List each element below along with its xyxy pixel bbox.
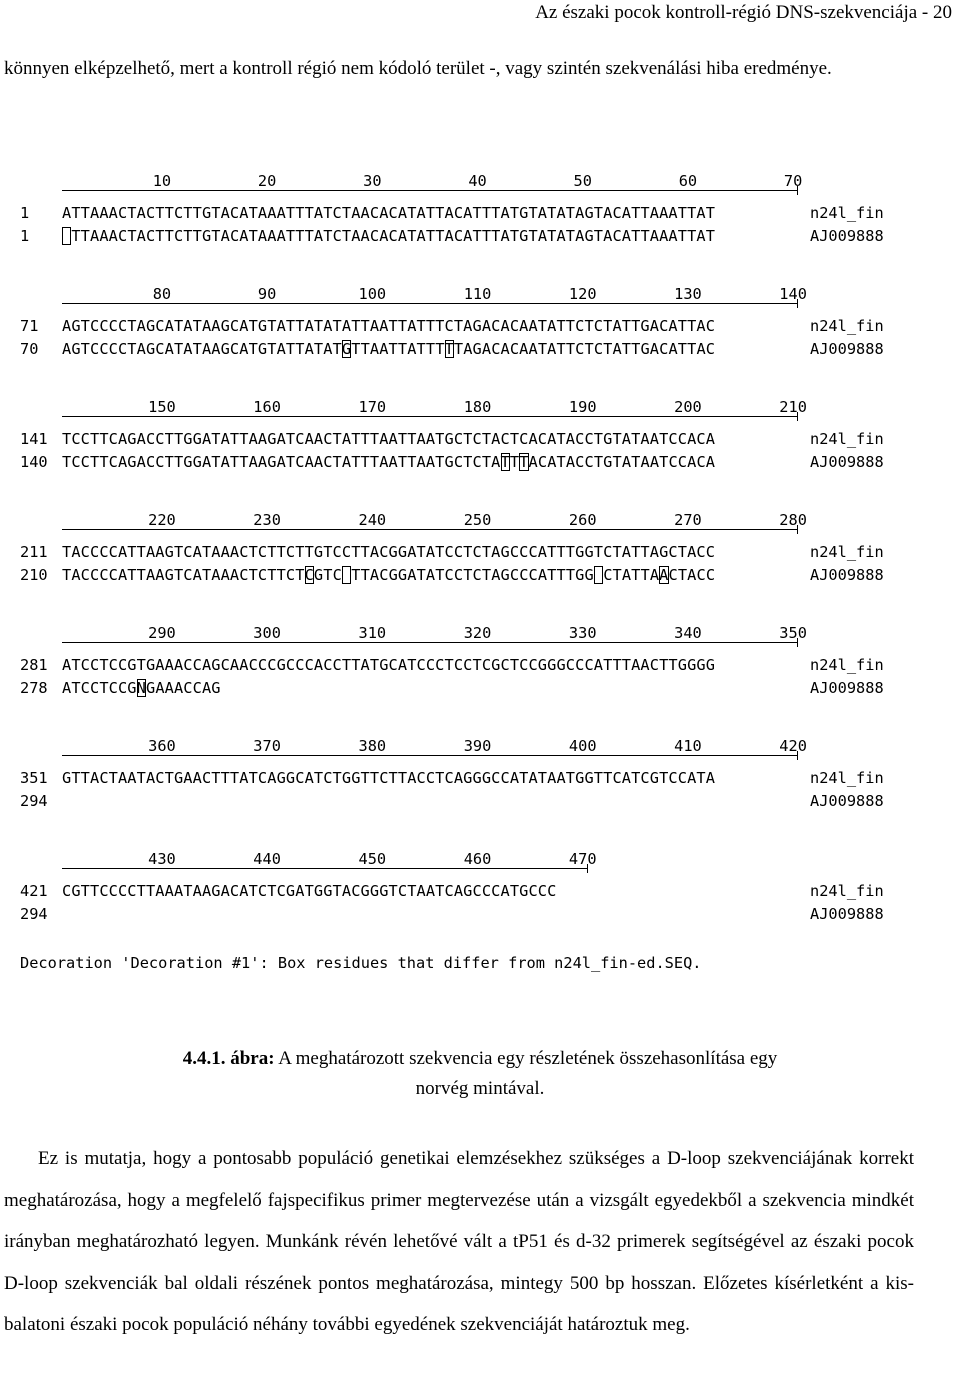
ruler-tick-label: 20	[257, 172, 277, 190]
ruler-tick-label: 30	[363, 172, 382, 190]
ruler-tick-label: 290	[148, 624, 176, 642]
sequence-text	[62, 340, 715, 358]
figure-caption-text-2: norvég mintával.	[415, 1078, 545, 1099]
ruler-tick-label: 380	[358, 737, 387, 755]
differing-residue-box	[342, 566, 351, 584]
differing-residue-box: T	[444, 340, 454, 358]
ruler-tick-label: 220	[148, 511, 176, 529]
sequence-position: 281	[20, 656, 48, 674]
position-ruler	[0, 281, 960, 311]
sequence-name: AJ009888	[810, 453, 884, 471]
sequence-text	[62, 769, 715, 787]
sequence-name: n24l_fin	[810, 204, 884, 222]
ruler-tick-label: 410	[674, 737, 702, 755]
sequence-position: 71	[20, 317, 39, 335]
sequence-text	[62, 543, 715, 561]
ruler-tick-label: 370	[253, 737, 281, 755]
sequence-segment: TTAATTATTT	[351, 340, 445, 358]
differing-residue-box: N	[136, 679, 146, 697]
decoration-legend: Decoration 'Decoration #1': Box residues that differ from n24l_fin-ed.SEQ.	[20, 954, 702, 972]
sequence-text	[62, 679, 221, 697]
ruler-tick-label: 60	[678, 172, 698, 190]
ruler-tick-label: 360	[148, 737, 176, 755]
sequence-position: 70	[20, 340, 39, 358]
ruler-line	[62, 190, 798, 191]
sequence-segment: ACATACCTGTATAATCCACA	[528, 453, 716, 471]
ruler-line	[62, 868, 588, 869]
sequence-segment: AGTCCCCTAGCATATAAGCATGTATTATAT	[62, 340, 342, 358]
sequence-segment: GAAACCAG	[145, 679, 221, 697]
ruler-tick-label: 50	[573, 172, 592, 190]
position-ruler	[0, 620, 960, 650]
sequence-segment: CGTTCCCCTTAAATAAGACATCTCGATGGTACGGGTCTAATCAGCCCATGCCC	[62, 882, 557, 900]
ruler-tick-label: 250	[463, 511, 492, 529]
sequence-name: AJ009888	[810, 227, 884, 245]
ruler-line	[62, 529, 798, 530]
ruler-tick-label: 150	[148, 398, 176, 416]
ruler-tick-label: 280	[779, 511, 807, 529]
sequence-position: 211	[20, 543, 48, 561]
figure-caption-label: 4.4.1. ábra:	[182, 1048, 275, 1069]
sequence-position: 294	[20, 905, 48, 923]
ruler-tick-label: 390	[463, 737, 492, 755]
sequence-segment: TTAAACTACTTCTTGTACATAAATTTATCTAACACATATTACATTTATGTATATAGTACATTAAATTAT	[71, 227, 716, 245]
sequence-text	[62, 430, 715, 448]
sequence-position: 1	[20, 204, 30, 222]
differing-residue-box: C	[304, 566, 314, 584]
sequence-name: AJ009888	[810, 905, 884, 923]
sequence-segment: CTATTA	[603, 566, 660, 584]
ruler-line	[62, 416, 798, 417]
sequence-segment: TAGACACAATATTCTCTATTGACATTAC	[453, 340, 716, 358]
position-ruler	[0, 507, 960, 537]
sequence-segment: TTACGGATATCCTCTAGCCCATTTGG	[351, 566, 594, 584]
position-ruler	[0, 168, 960, 198]
sequence-segment: TCCTTCAGACCTTGGATATTAAGATCAACTATTTAATTAATGCTCTA	[62, 453, 501, 471]
ruler-tick-label: 470	[568, 850, 597, 868]
sequence-name: n24l_fin	[810, 656, 884, 674]
alignment-block	[0, 846, 960, 959]
alignment-block	[0, 620, 960, 733]
ruler-tick-label: 210	[779, 398, 807, 416]
body-paragraph-text: Ez is mutatja, hogy a pontosabb populáció genetikai elemzésekhez szükséges a D-loop szekvenciájának korrekt meghatározása, hogy a megfelelő fajspecifikus primer megtervezése után a vizsgált egyedekből a szekvencia mindkét irányban meghatározható legyen. Munkánk révén lehetővé vált a tP51 és d-32 primerek segítségével az északi pocok D-loop szekvenciák bal oldali részének pontos meghatározása, mintegy 500 bp hosszan. Előzetes kísérletként a kis-balatoni északi pocok populáció néhány további egyedének szekvenciáját határoztuk meg.	[4, 1148, 914, 1335]
alignment-block	[0, 168, 960, 281]
ruler-tick-label: 80	[152, 285, 172, 303]
ruler-tick-label: 460	[463, 850, 492, 868]
ruler-tick-label: 420	[779, 737, 807, 755]
sequence-text	[62, 882, 556, 900]
ruler-tick-label: 350	[779, 624, 807, 642]
position-ruler	[0, 846, 960, 876]
ruler-tick-label: 170	[358, 398, 387, 416]
sequence-text	[62, 453, 715, 471]
sequence-segment: AGTCCCCTAGCATATAAGCATGTATTATATATTAATTATTTCTAGACACAATATTCTCTATTGACATTAC	[62, 317, 716, 335]
ruler-tick-label: 450	[358, 850, 387, 868]
ruler-line	[62, 642, 798, 643]
sequence-segment: GTC	[313, 566, 342, 584]
sequence-text	[62, 317, 715, 335]
sequence-text	[62, 566, 715, 584]
intro-paragraph: könnyen elképzelhető, mert a kontroll régió nem kódoló terület -, vagy szintén szekvenálási hiba eredménye.	[4, 58, 832, 79]
sequence-text	[62, 204, 715, 222]
sequence-text	[62, 227, 715, 245]
sequence-name: n24l_fin	[810, 882, 884, 900]
ruler-tick-label: 180	[463, 398, 492, 416]
ruler-tick-label: 320	[463, 624, 492, 642]
ruler-tick-label: 240	[358, 511, 387, 529]
sequence-segment: ATCCTCCGTGAAACCAGCAACCCGCCCACCTTATGCATCCCTCCTCGCTCCGGGCCCATTTAACTTGGGG	[62, 656, 716, 674]
position-ruler	[0, 733, 960, 763]
ruler-line	[62, 755, 798, 756]
ruler-tick-label: 230	[253, 511, 281, 529]
sequence-position: 140	[20, 453, 48, 471]
ruler-tick-label: 310	[358, 624, 387, 642]
ruler-tick-label: 340	[674, 624, 702, 642]
ruler-tick-label: 110	[463, 285, 492, 303]
alignment-block	[0, 281, 960, 394]
ruler-tick-label: 260	[568, 511, 597, 529]
sequence-name: n24l_fin	[810, 317, 884, 335]
ruler-tick-label: 40	[468, 172, 487, 190]
alignment-block	[0, 394, 960, 507]
ruler-tick-label: 300	[253, 624, 281, 642]
ruler-tick-label: 70	[783, 172, 803, 190]
figure-caption-text-1: A meghatározott szekvencia egy részletének összehasonlítása egy	[274, 1048, 778, 1069]
sequence-segment: GTTACTAATACTGAACTTTATCAGGCATCTGGTTCTTACCTCAGGGCCATATAATGGTTCATCGTCCATA	[62, 769, 716, 787]
sequence-segment: ATTAAACTACTTCTTGTACATAAATTTATCTAACACATATTACATTTATGTATATAGTACATTAAATTAT	[62, 204, 716, 222]
sequence-segment: TCCTTCAGACCTTGGATATTAAGATCAACTATTTAATTAATGCTCTACTCACATACCTGTATAATCCACA	[62, 430, 716, 448]
sequence-position: 278	[20, 679, 48, 697]
sequence-position: 1	[20, 227, 30, 245]
sequence-name: AJ009888	[810, 566, 884, 584]
sequence-segment: TACCCCATTAAGTCATAAACTCTTCT	[62, 566, 305, 584]
sequence-segment: T	[509, 453, 520, 471]
alignment-block	[0, 733, 960, 846]
sequence-position: 351	[20, 769, 48, 787]
sequence-name: n24l_fin	[810, 543, 884, 561]
sequence-alignment-figure	[0, 168, 960, 988]
ruler-tick-label: 440	[253, 850, 281, 868]
alignment-block	[0, 507, 960, 620]
ruler-tick-label: 330	[568, 624, 597, 642]
ruler-tick-label: 270	[674, 511, 702, 529]
ruler-line	[62, 303, 798, 304]
ruler-tick-label: 90	[257, 285, 277, 303]
sequence-position: 421	[20, 882, 48, 900]
differing-residue-box: A	[659, 566, 669, 584]
sequence-text	[62, 656, 715, 674]
ruler-tick-label: 140	[779, 285, 807, 303]
differing-residue-box	[594, 566, 603, 584]
ruler-tick-label: 120	[568, 285, 597, 303]
sequence-name: n24l_fin	[810, 769, 884, 787]
sequence-position: 141	[20, 430, 48, 448]
differing-residue-box	[62, 227, 71, 245]
ruler-tick-label: 10	[152, 172, 172, 190]
ruler-tick-label: 130	[674, 285, 702, 303]
sequence-position: 210	[20, 566, 48, 584]
sequence-name: AJ009888	[810, 340, 884, 358]
sequence-position: 294	[20, 792, 48, 810]
body-paragraph	[4, 1138, 914, 1346]
sequence-segment: ATCCTCCG	[62, 679, 137, 697]
sequence-name: AJ009888	[810, 792, 884, 810]
ruler-tick-label: 430	[148, 850, 176, 868]
sequence-segment: CTACC	[668, 566, 716, 584]
ruler-tick-label: 400	[568, 737, 597, 755]
ruler-tick-label: 160	[253, 398, 281, 416]
sequence-name: n24l_fin	[810, 430, 884, 448]
position-ruler	[0, 394, 960, 424]
differing-residue-box: T	[500, 453, 510, 471]
differing-residue-box: G	[341, 340, 352, 358]
sequence-segment: TACCCCATTAAGTCATAAACTCTTCTTGTCCTTACGGATATCCTCTAGCCCATTTGGTCTATTAGCTACC	[62, 543, 716, 561]
differing-residue-box: T	[519, 453, 529, 471]
ruler-tick-label: 200	[674, 398, 702, 416]
page-header: Az északi pocok kontroll-régió DNS-szekvenciája - 20	[535, 2, 952, 23]
figure-caption	[0, 1044, 960, 1104]
ruler-tick-label: 100	[358, 285, 387, 303]
sequence-name: AJ009888	[810, 679, 884, 697]
ruler-tick-label: 190	[568, 398, 597, 416]
